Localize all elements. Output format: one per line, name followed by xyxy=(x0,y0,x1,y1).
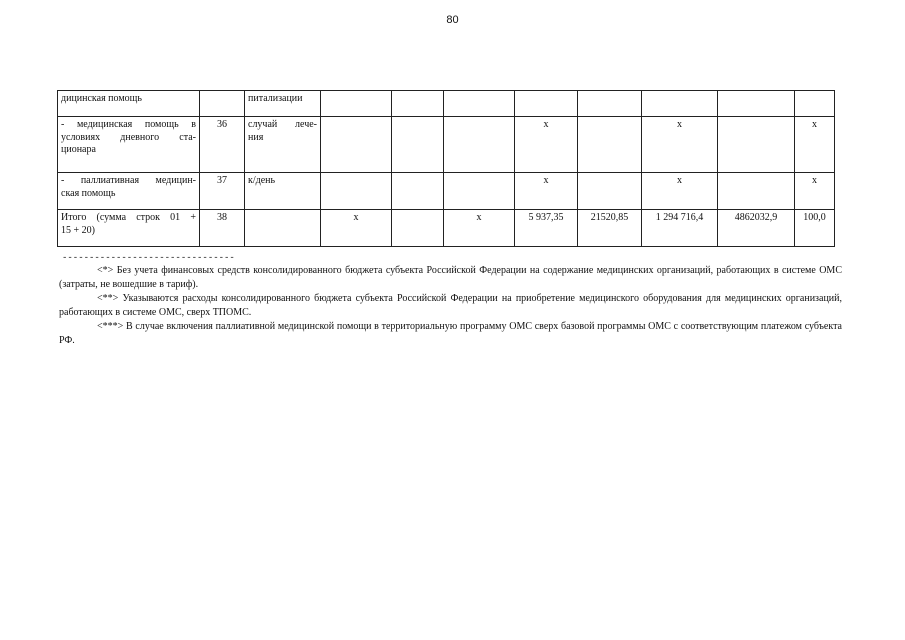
value-cell-c6 xyxy=(444,117,515,173)
row-name-line: условиях дневного ста- xyxy=(61,131,196,143)
table-row xyxy=(58,173,835,210)
footnote-1: <*> Без учета финансовых средств консолидированного бюджета субъекта Российской Федерации на содержание медицинских организаций, работающих в системе ОМС (затраты, не вошедшие в тариф). xyxy=(59,265,842,290)
value-cell-c8 xyxy=(578,117,642,173)
row-name-cell xyxy=(58,91,200,117)
footnote-separator: -------------------------------- xyxy=(62,253,235,263)
value-cell-c6: х xyxy=(444,210,515,247)
table-row xyxy=(58,91,835,117)
row-name-cell xyxy=(58,173,200,210)
value-cell-c7: х xyxy=(515,173,578,210)
unit-line: питализации xyxy=(248,93,303,104)
value-cell-c9 xyxy=(642,91,718,117)
row-name-line: 15 + 20) xyxy=(61,224,95,236)
value-cell-c9: 1 294 716,4 xyxy=(642,210,718,247)
row-name-cell xyxy=(58,210,200,247)
row-number-cell: 38 xyxy=(200,210,245,247)
value-cell-c5 xyxy=(392,210,444,247)
unit-cell xyxy=(245,210,321,247)
value-cell-c8 xyxy=(578,173,642,210)
value-cell-c6 xyxy=(444,173,515,210)
value-cell-c8: 21520,85 xyxy=(578,210,642,247)
value-cell-c4: х xyxy=(321,210,392,247)
unit-line: к/день xyxy=(248,175,276,186)
value-cell-c7: 5 937,35 xyxy=(515,210,578,247)
value-cell-c11: х xyxy=(795,173,835,210)
row-number-cell: 36 xyxy=(200,117,245,173)
footnotes xyxy=(59,264,842,348)
value-cell-c5 xyxy=(392,173,444,210)
page-number: 80 xyxy=(446,14,459,26)
value-cell-c7: х xyxy=(515,117,578,173)
value-cell-c11: 100,0 xyxy=(795,210,835,247)
table-row xyxy=(58,210,835,247)
value-cell-c11 xyxy=(795,91,835,117)
footnote-3: <***> В случае включения паллиативной медицинской помощи в территориальную программу ОМС сверх базовой программы ОМС с соответствующим платежом субъекта РФ. xyxy=(59,321,842,346)
row-number-cell: 37 xyxy=(200,173,245,210)
value-cell-c4 xyxy=(321,173,392,210)
unit-cell xyxy=(245,117,321,173)
value-cell-c6 xyxy=(444,91,515,117)
value-cell-c11: х xyxy=(795,117,835,173)
value-cell-c9: х xyxy=(642,173,718,210)
value-cell-c10 xyxy=(718,173,795,210)
value-cell-c9: х xyxy=(642,117,718,173)
footnote-2: <**> Указываются расходы консолидированного бюджета субъекта Российской Федерации на приобретение медицинского оборудования для медицинских организаций, работающих в системе ОМС, сверх ТПОМС. xyxy=(59,293,842,318)
table-row xyxy=(58,117,835,173)
row-name-line: Итого (сумма строк 01 + xyxy=(61,212,196,223)
unit-line: ния xyxy=(248,131,264,143)
unit-line: случай лече- xyxy=(248,119,317,130)
row-name-line: ционара xyxy=(61,144,96,155)
row-name-line: дицинская помощь xyxy=(61,93,142,104)
value-cell-c4 xyxy=(321,91,392,117)
data-table xyxy=(57,90,835,247)
unit-cell xyxy=(245,173,321,210)
value-cell-c4 xyxy=(321,117,392,173)
row-number-cell xyxy=(200,91,245,117)
value-cell-c10 xyxy=(718,91,795,117)
value-cell-c7 xyxy=(515,91,578,117)
unit-cell xyxy=(245,91,321,117)
value-cell-c5 xyxy=(392,91,444,117)
row-name-cell xyxy=(58,117,200,173)
value-cell-c8 xyxy=(578,91,642,117)
row-name-line: - паллиативная медицин- xyxy=(61,175,196,186)
value-cell-c10: 4862032,9 xyxy=(718,210,795,247)
row-name-line: ская помощь xyxy=(61,187,116,199)
value-cell-c5 xyxy=(392,117,444,173)
row-name-line: - медицинская помощь в xyxy=(61,119,196,130)
value-cell-c10 xyxy=(718,117,795,173)
